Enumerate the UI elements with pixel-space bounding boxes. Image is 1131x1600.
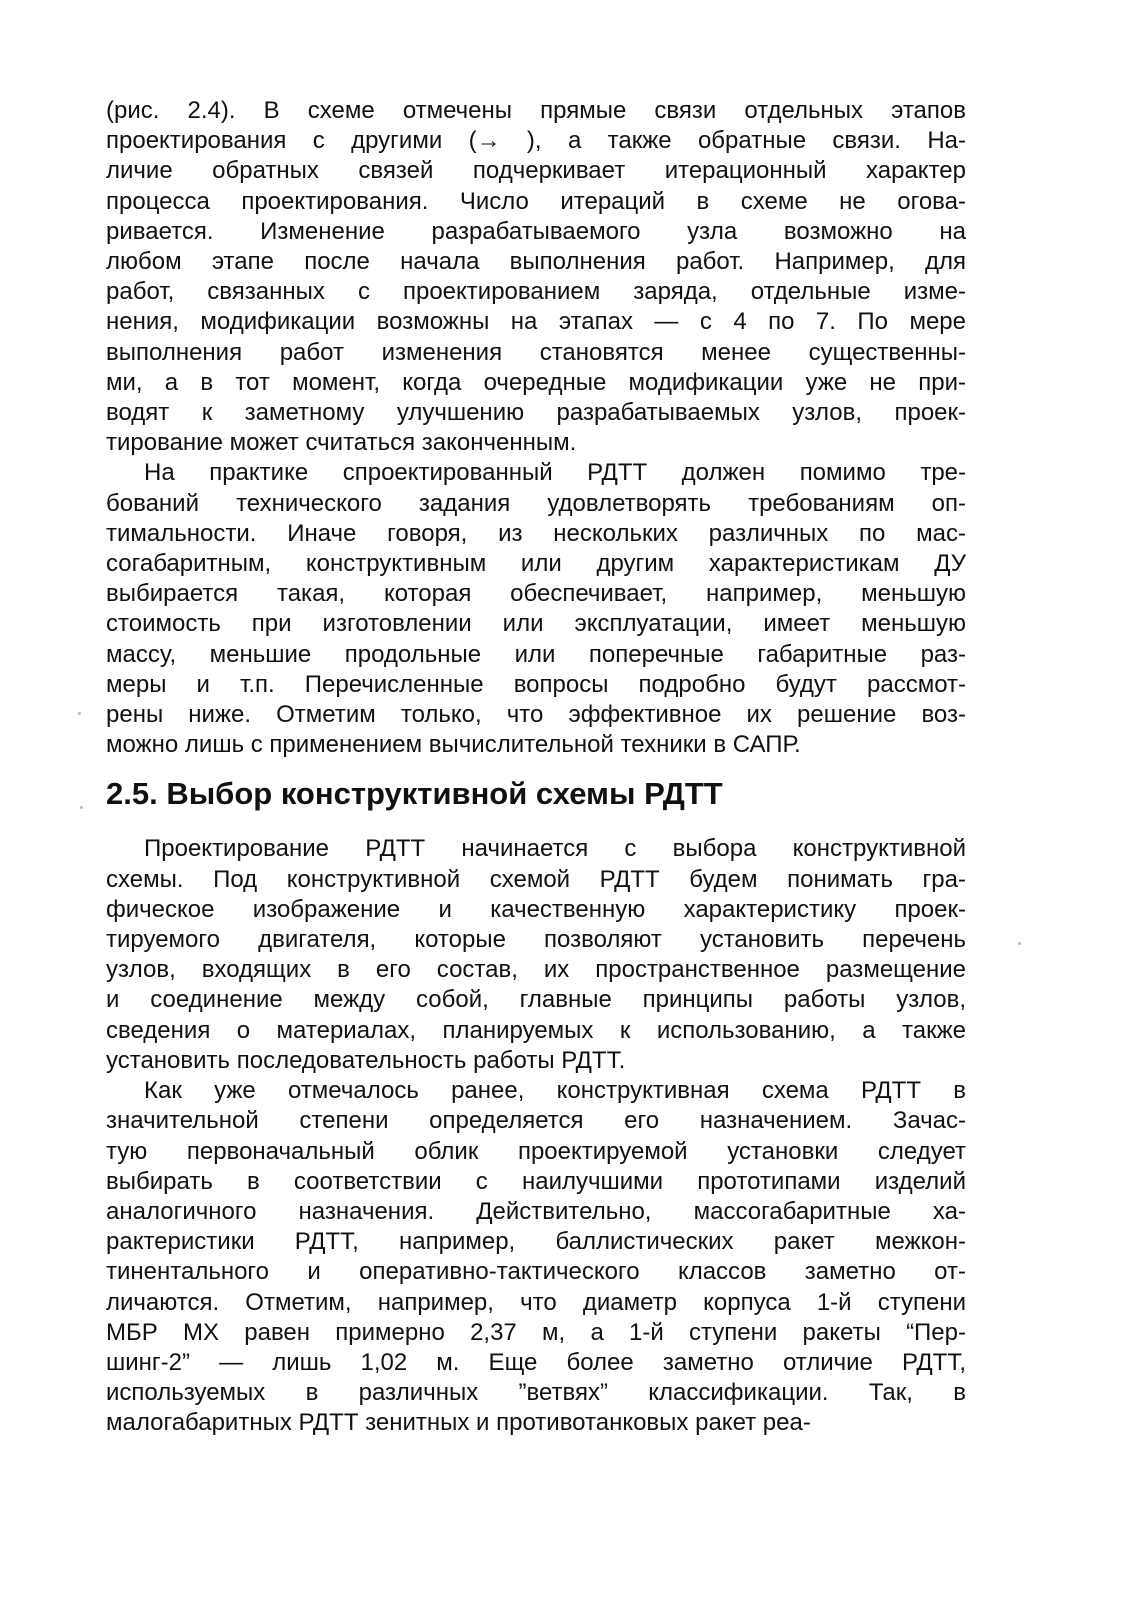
text-line: фическое изображение и качественную характеристику проек- <box>106 895 966 923</box>
text-line: малогабаритных РДТТ зенитных и противотанковых ракет реа- <box>106 1409 811 1437</box>
text-line: тимальности. Иначе говоря, из нескольких различных по мас- <box>106 519 966 547</box>
text-line: Проектирование РДТТ начинается с выбора конструктивной <box>144 835 966 863</box>
text-line: рены ниже. Отметим только, что эффективное их решение воз- <box>106 701 966 729</box>
paragraph <box>106 96 966 458</box>
text-line: аналогичного назначения. Действительно, массогабаритные ха- <box>106 1197 966 1225</box>
text-line: выбирать в соответствии с наилучшими прототипами изделий <box>106 1167 966 1195</box>
text-line: выполнения работ изменения становятся менее существенны- <box>106 338 966 366</box>
paragraph <box>106 1076 966 1438</box>
text-line: шинг-2” — лишь 1,02 м. Еще более заметно отличие РДТТ, <box>106 1348 966 1376</box>
scan-speck <box>80 806 83 809</box>
scan-speck <box>1018 942 1021 945</box>
text-line: личаются. Отметим, например, что диаметр корпуса 1-й ступени <box>106 1288 966 1316</box>
text-line: установить последовательность работы РДТТ. <box>106 1046 626 1074</box>
text-line: тирование может считаться законченным. <box>106 429 577 457</box>
text-line: ми, а в тот момент, когда очередные модификации уже не при- <box>106 368 966 396</box>
text-line: стоимость при изготовлении или эксплуатации, имеет меньшую <box>106 610 966 638</box>
text-block-top <box>106 96 966 760</box>
paragraph <box>106 458 966 760</box>
paragraph <box>106 834 966 1076</box>
text-block-section <box>106 834 966 1438</box>
document-page <box>106 96 966 1439</box>
section-heading: 2.5. Выбор конструктивной схемы РДТТ <box>106 776 723 812</box>
text-line: МБР МХ равен примерно 2,37 м, а 1-й ступени ракеты “Пер- <box>106 1318 966 1346</box>
text-line: бований технического задания удовлетворять требованиям оп- <box>106 489 966 517</box>
text-line: схемы. Под конструктивной схемой РДТТ будем понимать гра- <box>106 865 966 893</box>
text-line: любом этапе после начала выполнения работ. Например, для <box>106 248 966 276</box>
text-line: узлов, входящих в его состав, их пространственное размещение <box>106 956 966 984</box>
text-line: тируемого двигателя, которые позволяют установить перечень <box>106 926 966 954</box>
scan-speck <box>78 712 81 715</box>
text-line: массу, меньшие продольные или поперечные габаритные раз- <box>106 640 966 668</box>
text-line: проектирования с другими (→ ), а также обратные связи. На- <box>106 127 966 155</box>
text-line: меры и т.п. Перечисленные вопросы подробно будут рассмот- <box>106 670 966 698</box>
text-line: используемых в различных ”ветвях” классификации. Так, в <box>106 1379 966 1407</box>
text-line: (рис. 2.4). В схеме отмечены прямые связи отдельных этапов <box>106 97 966 124</box>
text-line: значительной степени определяется его назначением. Зачас- <box>106 1107 966 1135</box>
text-line: На практике спроектированный РДТТ должен помимо тре- <box>144 459 966 487</box>
text-line: ривается. Изменение разрабатываемого узла возможно на <box>106 217 966 245</box>
text-line: водят к заметному улучшению разрабатываемых узлов, проек- <box>106 399 966 427</box>
text-line: и соединение между собой, главные принципы работы узлов, <box>106 986 966 1014</box>
text-line: работ, связанных с проектированием заряда, отдельные изме- <box>106 278 966 306</box>
text-line: нения, модификации возможны на этапах — с 4 по 7. По мере <box>106 308 966 336</box>
text-line: сведения о материалах, планируемых к использованию, а также <box>106 1016 966 1044</box>
text-line: можно лишь с применением вычислительной техники в САПР. <box>106 731 801 759</box>
text-line: рактеристики РДТТ, например, баллистических ракет межкон- <box>106 1228 966 1256</box>
text-line: Как уже отмечалось ранее, конструктивная схема РДТТ в <box>144 1077 966 1105</box>
text-line: согабаритным, конструктивным или другим характеристикам ДУ <box>106 550 966 578</box>
text-line: личие обратных связей подчеркивает итерационный характер <box>106 157 966 185</box>
text-line: тую первоначальный облик проектируемой установки следует <box>106 1137 966 1165</box>
text-line: тинентального и оперативно-тактического классов заметно от- <box>106 1258 966 1286</box>
text-line: процесса проектирования. Число итераций в схеме не огова- <box>106 187 966 215</box>
text-line: выбирается такая, которая обеспечивает, например, меньшую <box>106 580 966 608</box>
